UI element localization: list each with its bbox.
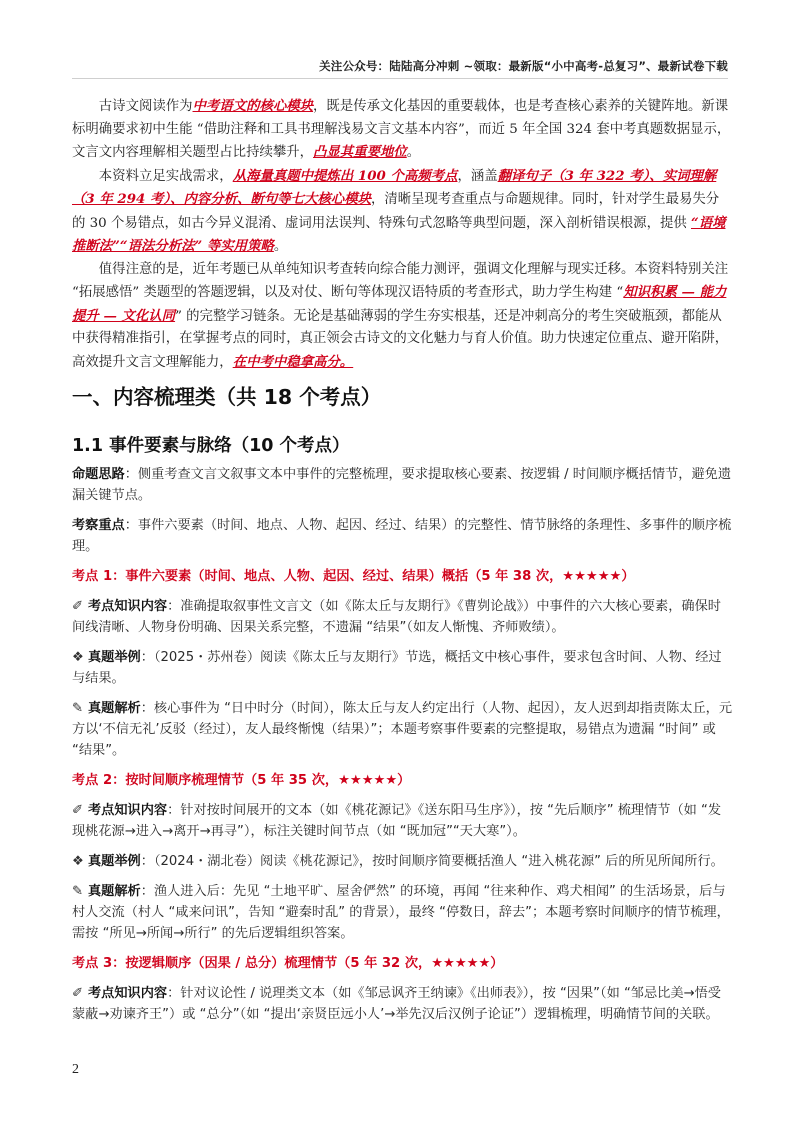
pen-icon: ✎ <box>72 701 84 716</box>
intro-text: ，清晰呈现考查重点与命题规律。同时，针对学生最易失分的 30 个易错点，如古今异义混淆、虚词用法误判、特殊句式忽略等典型问题，深入剖析错误根源，提供 <box>72 192 720 231</box>
header-divider <box>72 78 728 79</box>
item-text: ：核心事件为 “日中时分（时间），陈太丘与友人约定出行（人物、起因），友人迟到却指责陈太丘，元方以‘不信无礼’反驳（经过），友人最终惭愧（结果）”；本题考察事件要素的完整提取，易错点为遗漏 “时间” 或 “结果”。 <box>72 701 733 758</box>
kaodian-item <box>72 698 732 761</box>
kaocha-text: ：事件六要素（时间、地点、人物、起因、经过、结果）的完整性、情节脉络的条理性、多事件的顺序梳理。 <box>72 518 732 554</box>
item-label: 考点知识内容 <box>88 599 168 614</box>
section-title: 一、内容梳理类（共 18 个考点） <box>72 385 382 409</box>
mingti-label: 命题思路 <box>72 467 125 482</box>
item-text: ：准确提取叙事性文言文（如《陈太丘与友期行》《曹刿论战》）中事件的六大核心要素，确保时间线清晰、人物身份明确、因果关系完整，不遗漏 “结果”（如友人惭愧、齐师败绩）。 <box>72 599 721 635</box>
kaodian-title: 考点 2：按时间顺序梳理情节（5 年 35 次，★★★★★） <box>72 773 411 788</box>
kaodian-item <box>72 596 732 638</box>
pencil-icon: ✐ <box>72 803 84 818</box>
intro-text: 。 <box>273 239 288 254</box>
intro-paragraph <box>72 259 732 375</box>
item-text: ：（2025・苏州卷）阅读《陈太丘与友期行》节选，概括文中核心事件，要求包含时间、人物、经过与结果。 <box>72 650 722 686</box>
item-label: 考点知识内容 <box>88 986 168 1001</box>
intro-section <box>72 95 732 374</box>
item-text: ：针对议论性 / 说理类文本（如《邹忌讽齐王纳谏》《出师表》），按 “因果”（如 “邹忌比美→悟受蒙蔽→劝谏齐王”）或 “总分”（如 “提出‘亲贤臣远小人’→举先汉后汉例子论证”）逻辑梳理，明确情节间的关联。 <box>72 986 721 1022</box>
emphasis-text: 知识积累 — 能力提升 — 文化认同 <box>72 284 727 324</box>
item-text: ：渔人进入后：先见 “土地平旷、屋舍俨然” 的环境，再闻 “往来种作、鸡犬相闻” 的生活场景，后与村人交流（村人 “咸来问讯”，告知 “避秦时乱” 的背景），最终 “停数日，辞去”；本题考察时间顺序的情节梳理，需按 “所见→所闻→所行” 的先后逻辑组织答案。 <box>72 884 730 941</box>
item-text: ：（2024・湖北卷）阅读《桃花源记》，按时间顺序简要概括渔人 “进入桃花源” 后的所见所闻所行。 <box>140 854 724 869</box>
intro-text: 古诗文阅读作为 <box>98 99 193 114</box>
item-label: 真题举例 <box>88 854 141 869</box>
mingti-block <box>72 464 732 506</box>
page-number: 2 <box>72 1062 79 1077</box>
item-label: 真题解析 <box>88 701 141 716</box>
kaocha-label: 考察重点 <box>72 518 125 533</box>
intro-paragraph <box>72 165 732 259</box>
emphasis-text: “语境推断法”“语法分析法” 等实用策略 <box>72 214 726 254</box>
intro-text: ，既是传承文化基因的重要载体，也是考查核心素养的关键阵地。新课标明确要求初中生能 “借助注释和工具书理解浅易文言文基本内容”，而近 5 年全国 324 套中考真题数据显示，文言文内容理解相关题型占比持续攀升， <box>72 99 731 160</box>
kaodian-item <box>72 800 732 842</box>
item-label: 真题解析 <box>88 884 141 899</box>
intro-text: 本资料立足实战需求， <box>98 168 233 184</box>
item-text: ：针对按时间展开的文本（如《桃花源记》《送东阳马生序》），按 “先后顺序” 梳理情节（如 “发现桃花源→进入→离开→再寻”），标注关键时间节点（如 “既加冠”“天大寒”）。 <box>72 803 722 839</box>
emphasis-text: 中考语文的核心模块 <box>192 98 314 114</box>
intro-text: 。 <box>406 145 421 160</box>
pencil-icon: ✐ <box>72 986 84 1001</box>
intro-paragraph <box>72 95 732 165</box>
kaocha-block <box>72 515 732 557</box>
content-body <box>72 464 732 1034</box>
emphasis-text: 翻译句子（3 年 322 考）、实词理解（3 年 294 考）、内容分析、断句等七大核心模块 <box>72 167 717 207</box>
intro-text: 值得注意的是，近年考题已从单纯知识考查转向综合能力测评，强调文化理解与现实迁移。本资料特别关注 “拓展感悟” 类题型的答题逻辑，以及对仗、断句等体现汉语特质的考查形式，助力学生构建 “ <box>72 261 729 300</box>
page-header: 关注公众号：陆陆高分冲刺 ~领取：最新版“小中高考-总复习”、最新试卷下载 <box>319 59 728 73</box>
emphasis-text: 从海量真题中提炼出 100 个高频考点 <box>232 167 458 184</box>
kaodian-title: 考点 1：事件六要素（时间、地点、人物、起因、经过、结果）概括（5 年 38 次，★★★★★） <box>72 569 635 584</box>
pen-icon: ✎ <box>72 884 84 899</box>
emphasis-text: 凸显其重要地位 <box>313 144 407 160</box>
pencil-icon: ✐ <box>72 599 84 614</box>
subsection-title: 1.1 事件要素与脉络（10 个考点） <box>72 436 350 456</box>
intro-text: ” 的完整学习链条。无论是基础薄弱的学生夯实根基，还是冲刺高分的考生突破瓶颈，都能从中获得精准指引，在掌握考点的同时，真正领会古诗文的文化魅力与育人价值。助力快速定位重点、避开陷阱，高效提升文言文理解能力， <box>72 308 729 370</box>
item-label: 真题举例 <box>88 650 141 665</box>
item-label: 考点知识内容 <box>88 803 168 818</box>
kaodian-item <box>72 647 732 689</box>
kaodian-list <box>72 566 732 1025</box>
kaodian-item <box>72 881 732 944</box>
diamond-icon: ❖ <box>72 854 84 869</box>
intro-text: ，涵盖 <box>457 168 498 184</box>
kaodian-title: 考点 3：按逻辑顺序（因果 / 总分）梳理情节（5 年 32 次，★★★★★） <box>72 956 504 971</box>
mingti-text: ：侧重考查文言文叙事文本中事件的完整梳理，要求提取核心要素、按逻辑 / 时间顺序概括情节，避免遗漏关键节点。 <box>72 467 732 503</box>
kaodian-item <box>72 983 732 1025</box>
emphasis-text: 在中考中稳拿高分。 <box>232 353 354 370</box>
kaodian-item <box>72 851 732 872</box>
diamond-icon: ❖ <box>72 650 84 665</box>
